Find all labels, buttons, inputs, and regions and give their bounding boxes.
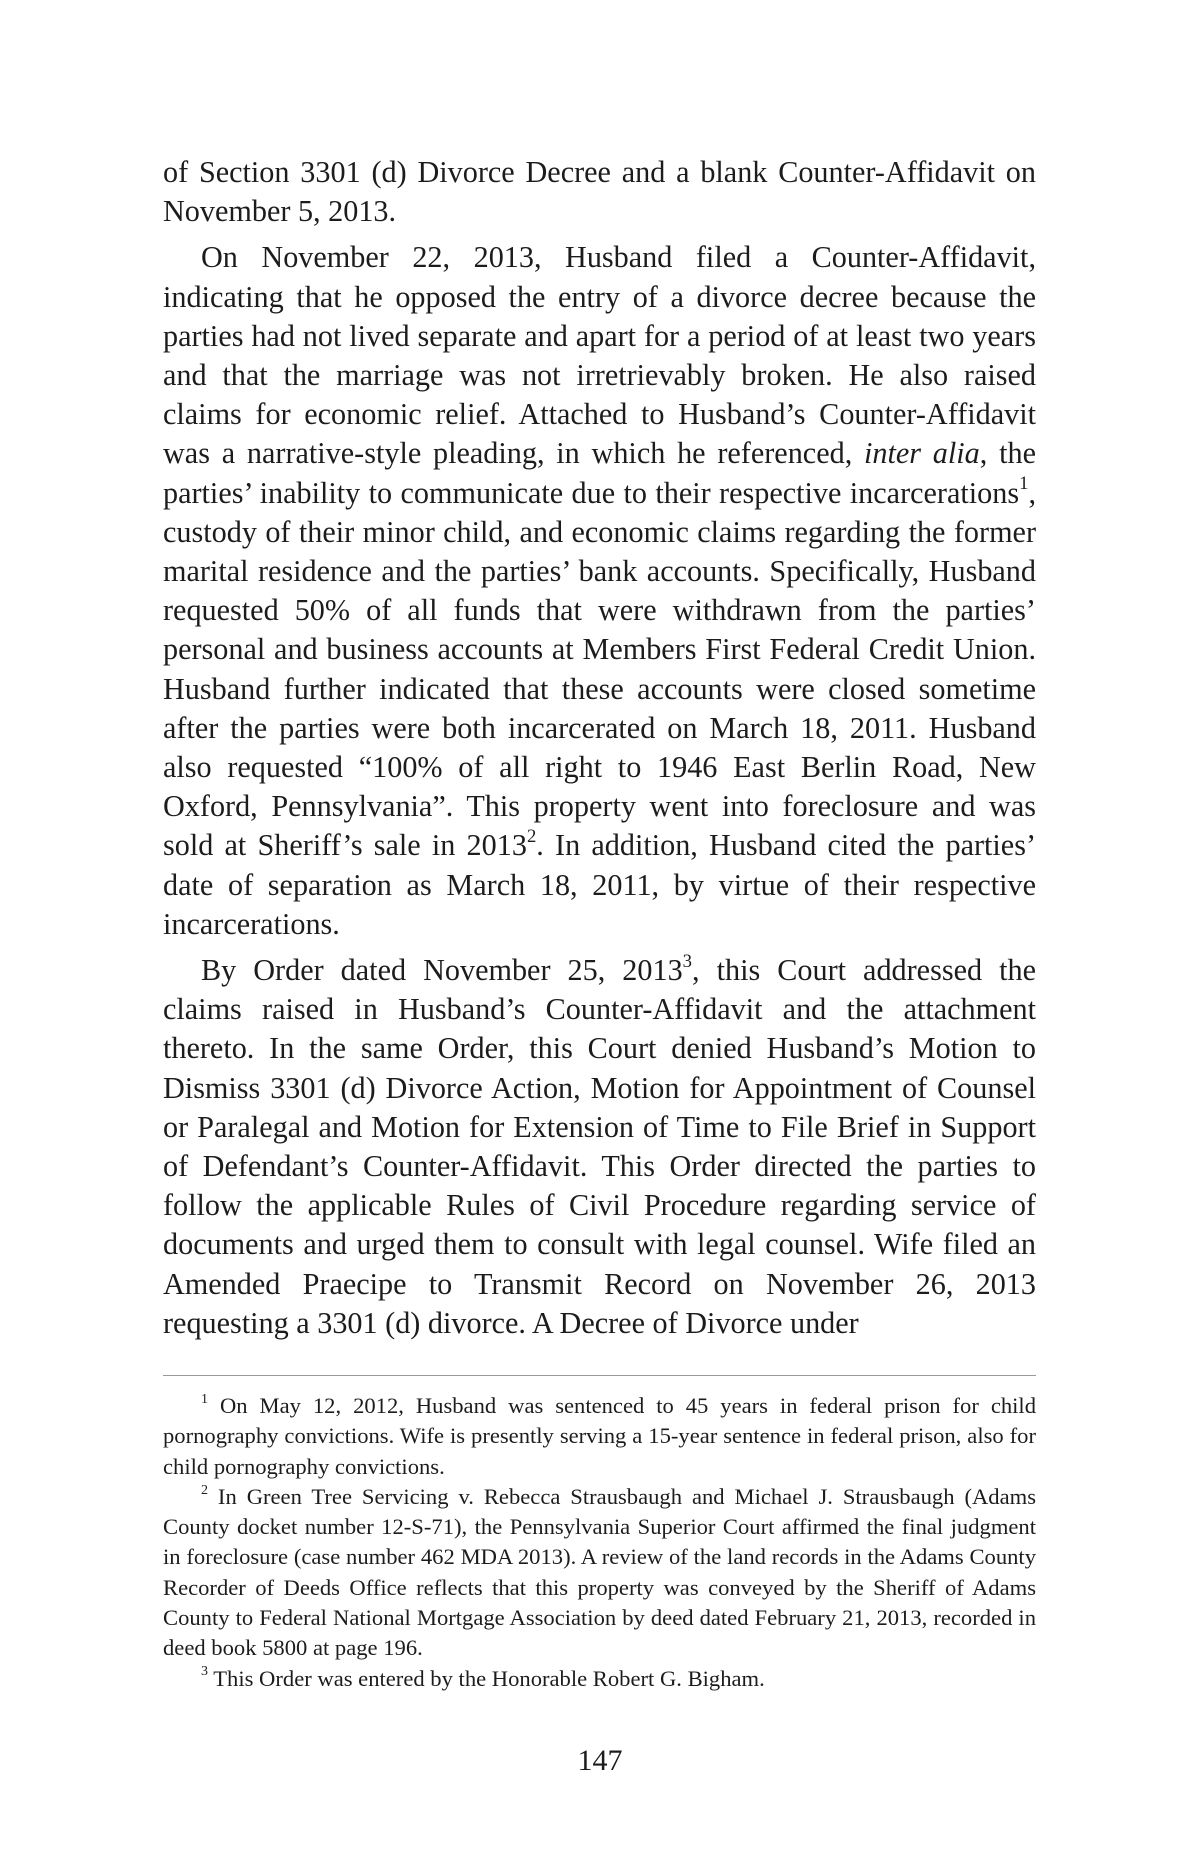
footnote-2 <box>163 1482 1036 1664</box>
paragraph-text: , this Court addressed the claims raised in Husband’s Counter-Affidavit and the attachment thereto. In the same Order, this Court denied Husband’s Motion to Dismiss 3301 (d) Divorce Action, Motion for Appointment of Counsel or Paralegal and Motion for Extension of Time to File Brief in Support of Defendant’s Counter-Affidavit. This Order directed the parties to follow the applicable Rules of Civil Procedure regarding service of documents and urged them to consult with legal counsel. Wife filed an Amended Praecipe to Transmit Record on November 26, 2013 requesting a 3301 (d) divorce. A Decree of Divorce under <box>163 953 1036 1340</box>
footnote-divider <box>163 1375 1036 1376</box>
paragraph-text: . In addition, Husband cited the parties’ date of separation as March 18, 2011, by virtue of their respective incarcerations. <box>163 828 1036 941</box>
footnote-mark: 2 <box>201 1482 208 1498</box>
footnote-text: In Green Tree Servicing v. Rebecca Strausbaugh and Michael J. Strausbaugh (Adams County docket number 12-S-71), the Pennsylvania Superior Court affirmed the final judgment in foreclosure (case number 462 MDA 2013). A review of the land records in the Adams County Recorder of Deeds Office reflects that this property was conveyed by the Sheriff of Adams County to Federal National Mortgage Association by deed dated February 21, 2013, recorded in deed book 5800 at page 196. <box>163 1483 1036 1661</box>
italic-phrase: inter alia <box>864 436 980 471</box>
paragraph-text: , the parties’ inability to communicate due to their respective incarcerations <box>163 436 1036 510</box>
page-number: 147 <box>577 1744 623 1777</box>
paragraph-text: , custody of their minor child, and economic claims regarding the former marital residence and the parties’ bank accounts. Specifically, Husband requested 50% of all funds that were withdrawn from the parties’ personal and business accounts at Members First Federal Credit Union. Husband further indicated that these accounts were closed sometime after the parties were both incarcerated on March 18, 2011. Husband also requested “100% of all right to 1946 East Berlin Road, New Oxford, Pennsylvania”. This property went into foreclosure and was sold at Sheriff’s sale in 2013 <box>163 475 1036 863</box>
footnote-text: This Order was entered by the Honorable Robert G. Bigham. <box>208 1665 765 1691</box>
footnote-ref-2: 2 <box>526 826 537 848</box>
paragraph-counter-affidavit <box>163 238 1036 944</box>
paragraph-text: By Order dated November 25, 2013 <box>201 953 683 988</box>
footnote-ref-3: 3 <box>682 950 693 972</box>
footnote-ref-1: 1 <box>1019 473 1029 495</box>
body-text <box>163 153 1036 1343</box>
footnote-1 <box>163 1391 1036 1482</box>
footnote-text: On May 12, 2012, Husband was sentenced to 45 years in federal prison for child pornography convictions. Wife is presently serving a 15-year sentence in federal prison, also for child pornography convictions. <box>163 1393 1036 1479</box>
paragraph-text: On November 22, 2013, Husband filed a Counter-Affidavit, indicating that he opposed the entry of a divorce decree because the parties had not lived separate and apart for a period of at least two years and that the marriage was not irretrievably broken. He also raised claims for economic relief. Attached to Husband’s Counter-Affidavit was a narrative-style pleading, in which he referenced, <box>163 240 1036 471</box>
footnote-mark: 1 <box>201 1391 208 1407</box>
footnotes <box>163 1391 1036 1694</box>
paragraph-order <box>163 951 1036 1343</box>
paragraph-continuation: of Section 3301 (d) Divorce Decree and a blank Counter-Affidavit on November 5, 2013. <box>163 155 1036 229</box>
footnote-3 <box>163 1664 1036 1694</box>
footnote-mark: 3 <box>201 1664 208 1680</box>
